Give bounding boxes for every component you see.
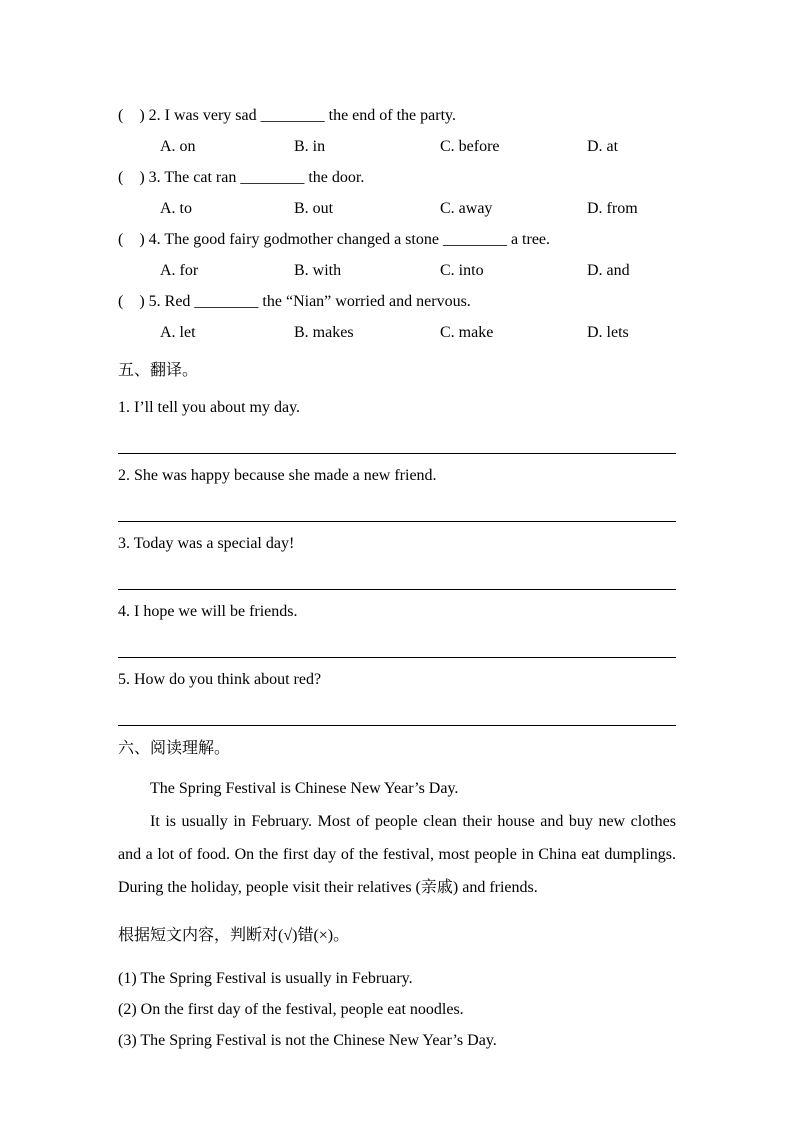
mcq-question-5 bbox=[118, 286, 676, 348]
translation-item-block bbox=[118, 528, 676, 590]
judgement-instruction: 根据短文内容，判断对(√)错(×)。 bbox=[118, 927, 350, 944]
multiple-choice-section bbox=[118, 100, 676, 348]
translation-item-block bbox=[118, 596, 676, 658]
question-text: ( ) 2. I was very sad ________ the end of the party. bbox=[118, 107, 456, 124]
options-row bbox=[118, 317, 676, 348]
option-c: C. into bbox=[440, 262, 484, 279]
option-b: B. out bbox=[294, 200, 334, 217]
option-a: A. to bbox=[160, 200, 192, 217]
option-b: B. in bbox=[294, 138, 326, 155]
question-text: ( ) 4. The good fairy godmother changed a stone ________ a tree. bbox=[118, 231, 551, 248]
answer-line bbox=[118, 423, 676, 454]
answer-line bbox=[118, 695, 676, 726]
translation-sentence: 5. How do you think about red? bbox=[118, 671, 322, 688]
option-d: D. lets bbox=[587, 324, 629, 341]
option-c: C. away bbox=[440, 200, 493, 217]
translation-sentence: 1. I’ll tell you about my day. bbox=[118, 399, 301, 416]
option-c: C. make bbox=[440, 324, 494, 341]
translation-sentence: 4. I hope we will be friends. bbox=[118, 603, 298, 620]
reading-paragraph: It is usually in February. Most of people clean their house and buy new clothes and a lot of food. On the first day of the festival, most people in China eat dumplings. During the holiday, people visit their relatives (亲戚) and friends. bbox=[118, 813, 676, 896]
option-d: D. and bbox=[587, 262, 630, 279]
section-title-reading: 六、阅读理解。 bbox=[118, 740, 231, 757]
answer-line bbox=[118, 627, 676, 658]
options-row bbox=[118, 131, 676, 162]
option-b: B. with bbox=[294, 262, 342, 279]
option-a: A. on bbox=[160, 138, 196, 155]
translation-item-block bbox=[118, 460, 676, 522]
judgement-item: (2) On the first day of the festival, people eat noodles. bbox=[118, 1001, 464, 1018]
answer-line bbox=[118, 491, 676, 522]
option-d: D. at bbox=[587, 138, 619, 155]
options-row bbox=[118, 255, 676, 286]
translation-sentence: 3. Today was a special day! bbox=[118, 535, 295, 552]
judgement-item: (1) The Spring Festival is usually in February. bbox=[118, 970, 413, 987]
option-a: A. let bbox=[160, 324, 196, 341]
option-b: B. makes bbox=[294, 324, 354, 341]
option-c: C. before bbox=[440, 138, 500, 155]
judgement-item: (3) The Spring Festival is not the Chinese New Year’s Day. bbox=[118, 1032, 497, 1049]
mcq-question-3 bbox=[118, 162, 676, 224]
mcq-question-2 bbox=[118, 100, 676, 162]
option-d: D. from bbox=[587, 200, 638, 217]
question-text: ( ) 5. Red ________ the “Nian” worried and nervous. bbox=[118, 293, 471, 310]
translation-section bbox=[118, 355, 676, 726]
answer-line bbox=[118, 559, 676, 590]
reading-paragraph: The Spring Festival is Chinese New Year’s Day. bbox=[150, 780, 459, 797]
question-text: ( ) 3. The cat ran ________ the door. bbox=[118, 169, 365, 186]
translation-item-block bbox=[118, 664, 676, 726]
mcq-question-4 bbox=[118, 224, 676, 286]
options-row bbox=[118, 193, 676, 224]
reading-section bbox=[118, 733, 676, 1056]
section-title-translation: 五、翻译。 bbox=[118, 362, 199, 379]
translation-item-block bbox=[118, 392, 676, 454]
option-a: A. for bbox=[160, 262, 199, 279]
translation-sentence: 2. She was happy because she made a new friend. bbox=[118, 467, 437, 484]
